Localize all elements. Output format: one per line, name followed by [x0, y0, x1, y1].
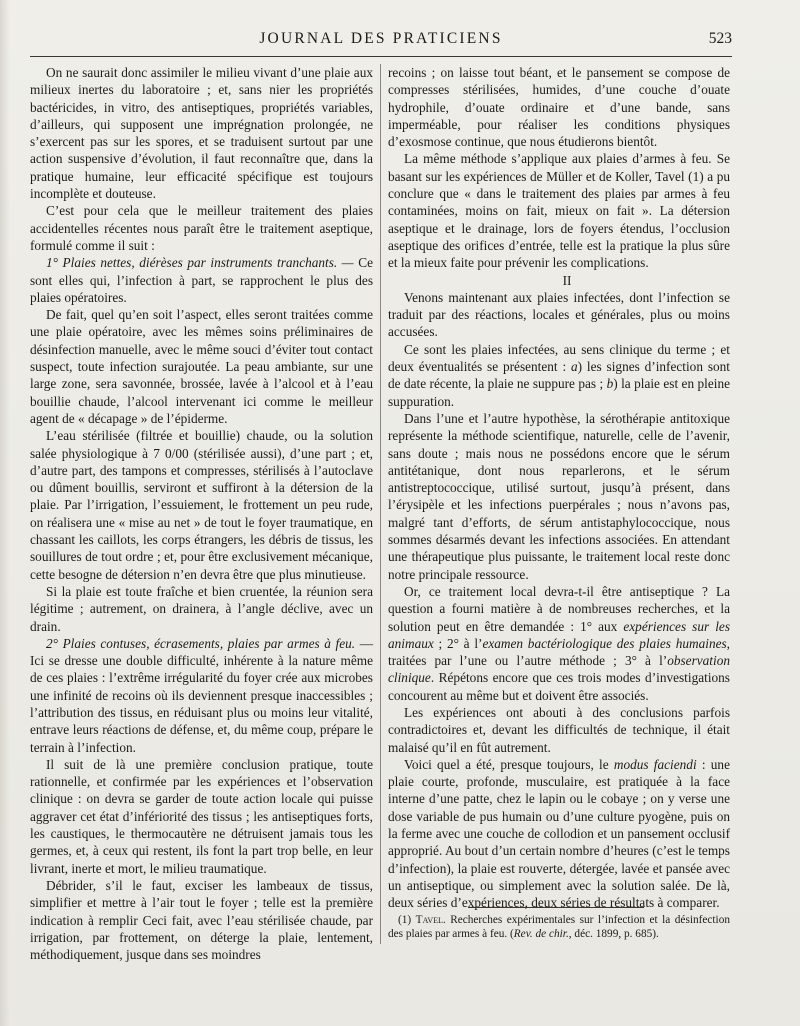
paragraph [30, 583, 373, 635]
paragraph [30, 427, 373, 583]
emphasis-text: examen bactériologique des plaies humaines [482, 635, 727, 651]
footnote [388, 913, 730, 941]
paragraph-text: De fait, quel qu’en soit l’aspect, elles seront traitées comme une plaie opératoire, avec les mêmes soins préliminaires de désinfection manuelle, avec le même souci d’éviter tout contact suspect, toute infection surajoutée. La peau ambiante, sur une large zone, sera savonnée, brossée, lavée à l’alcool et à l’eau bouillie chaude, l’alcool intervenant ici comme le meilleur agent de « décapage » de l’épiderme. [30, 307, 373, 426]
paragraph [388, 341, 730, 410]
paragraph-text: Ce sont les plaies infectées, au sens clinique du terme ; et deux éventualités se présentent : [388, 341, 730, 375]
paragraph-text: Or, ce traitement local devra-t-il être antiseptique ? La question a fourni matière à de nombreuses recherches, et la solution peut en être demandée : 1° aux [388, 583, 730, 634]
footnote-body: . Recherches expérimentales sur l’infection et la désinfection des plaies par armes à feu. ( [388, 914, 730, 940]
paragraph-text: Débrider, s’il le faut, exciser les lambeaux de tissus, simplifier et mettre à l’air tout le foyer ; telle est la première indication à remplir Ceci fait, avec l’eau stérilisée chaude, par irrigation, par frottement, on déterge la plaie, lentement, méthodiquement, jusque dans ses moindres [30, 877, 373, 963]
paragraph [388, 583, 730, 704]
paragraph [30, 202, 373, 254]
paragraph-text: : une plaie courte, profonde, musculaire, est pratiquée à la face interne d’une patte, chez le lapin ou le cobaye ; on y verse une dose variable de pus humain ou d’une culture pyogène, puis on la ferme avec une couche de collodion et un pansement occlusif approprié. Au bout d’un certain nombre d’heures (c’est le temps d’infection), la plaie est rouverte, détergée, lavée et pansée avec un antiseptique, ou simplement avec la solution salée. De là, deux séries d’expériences, deux séries de résultats à comparer. [388, 756, 730, 911]
footnote-text [388, 913, 730, 941]
paragraph-text: recoins ; on laisse tout béant, et le pansement se compose de compresses stérilisées, humides, d’une couche d’ouate hydrophile, d’ouate ordinaire et d’une bande, sans imperméable, pour réaliser les conditions physiques d’exosmose continue, que nous étudierons bientôt. [388, 65, 730, 150]
paragraph-text: Venons maintenant aux plaies infectées, dont l’infection se traduit par des réactions, locales et générales, plus ou moins accusées. [388, 289, 730, 340]
journal-title: JOURNAL DES PRATICIENS [259, 30, 503, 47]
right-column [388, 64, 730, 912]
paragraph-text: Les expériences ont abouti à des conclusions parfois contradictoires et, devant les difficultés de technique, il était malaisé qu’il en fût autrement. [388, 704, 730, 755]
paragraph [30, 64, 373, 202]
header-rule [30, 56, 732, 57]
paragraph-text: ) la plaie est en pleine suppuration. [388, 376, 730, 409]
paragraph [30, 254, 373, 306]
paragraph [30, 877, 373, 963]
paragraph-text: . Répétons encore que ces trois modes d’investigations concourent au même but et doivent être associés. [388, 670, 730, 703]
paragraph [30, 306, 373, 427]
section-number: II [562, 272, 572, 288]
subsection-heading: 1° Plaies nettes, diérèses par instruments tranchants. — [46, 255, 354, 271]
footnote-body: , déc. 1899, p. 685). [568, 928, 659, 940]
list-marker: b [606, 376, 614, 392]
paragraph [30, 756, 373, 877]
list-marker: a [571, 359, 578, 375]
paragraph [388, 756, 730, 912]
page-number: 523 [708, 30, 732, 47]
paragraph-text: C’est pour cela que le meilleur traitement des plaies accidentelles récentes nous paraît être le traitement aseptique, formulé comme il suit : [30, 203, 373, 253]
paragraph [388, 704, 730, 756]
footnote-journal: Rev. de chir. [513, 928, 569, 940]
paragraph [388, 150, 730, 271]
paragraph-text: ) les signes d’infection sont de date récente, la plaie ne suppure pas ; [388, 359, 730, 392]
emphasis-text: expériences sur les animaux [388, 618, 730, 651]
left-column [30, 64, 373, 963]
footnote-rule [468, 907, 644, 908]
emphasis-text: modus faciendi [613, 756, 697, 772]
running-head [30, 30, 732, 52]
subsection-heading: 2° Plaies contuses, écrasements, plaies par armes à feu. [46, 635, 356, 651]
paragraph-text: , traitées par l’une ou l’autre méthode ; 3° à l’ [388, 635, 730, 669]
paragraph-text: Il suit de là une première conclusion pratique, toute rationnelle, et confirmée par les expériences et l’observation clinique : on devra se garder de toute action locale qui puisse aggraver cet état d’infériorité des tissus ; les antiseptiques forts, les caustiques, le thermocautère ne détruisent jamais tous les germes, et, à ceux qui restent, ils font la part trop belle, en leur livrant, inerte et mort, le milieu traumatique. [30, 756, 373, 876]
footnote-author: Tavel [415, 914, 443, 926]
paragraph-text: On ne saurait donc assimiler le milieu vivant d’une plaie aux milieux inertes du laboratoire ; et, sans nier les propriétés bactéricides, in vitro, des antiseptiques, propriétés variables, d’ailleurs, qui supposent une imprégnation prolongée, ne s’exercent pas sur les spores, et se traduisent surtout par une action suspensive d’évolution, il faut reconnaître que, dans la pratique humaine, leur efficacité spécifique est toujours incomplète et douteuse. [30, 65, 373, 202]
paragraph-text: Ce sont elles qui, l’infection à part, se rapprochent le plus des plaies opératoires. [30, 255, 373, 305]
paragraph-text: ; 2° à l’ [433, 635, 483, 651]
paragraph [388, 289, 730, 341]
paragraph-text: Dans l’une et l’autre hypothèse, la sérothérapie antitoxique représente la méthode scientifique, naturelle, celle de l’avenir, sans doute ; mais nous ne possédons encore que le sérum antitétanique, dont nous reparlerons, et le sérum antistreptococcique, utilisé surtout, jusqu’à présent, dans l’érysipèle et les infections puerpérales ; nous n’avons pas, malgré tant d’efforts, de sérum antistaphylococcique, nous sommes désarmés devant les infections associées. En attendant une thérapeutique plus puissante, le traitement local reste donc notre principale ressource. [388, 410, 730, 582]
paragraph-text: Si la plaie est toute fraîche et bien cruentée, la réunion sera légitime ; autrement, on drainera, à l’angle déclive, avec un drain. [30, 583, 373, 634]
paragraph-text: L’eau stérilisée (filtrée et bouillie) chaude, ou la solution salée physiologique à 7 0/00 (stérilisée aussi), d’une part ; et, d’autre part, des tampons et compresses, stérilisés à l’autoclave ou dûment bouillis, serviront et suffiront à la détersion de la plaie. Par l’irrigation, l’essuiement, le frottement un peu rude, on réalisera une « mise au net » de tout le foyer traumatique, en chassant les caillots, les corps étrangers, les débris de tissus, les souillures de tout ordre ; et, pour être exclusivement mécanique, cette besogne de détersion n’en devra être que plus minutieuse. [30, 428, 373, 582]
column-divider [380, 64, 381, 944]
paragraph [388, 64, 730, 150]
footnote-marker: (1) [398, 914, 416, 926]
page-edge-shadow [0, 0, 10, 1026]
paragraph [30, 635, 373, 756]
paragraph-text: — Ici se dresse une double difficulté, inhérente à la nature même de ces plaies : l’extrême irrégularité du foyer crée aux microbes une infinité de recoins où ils deviennent presque inaccessibles ; l’attribution des tissus, en réduisant plus ou moins leur vitalité, entrave leurs réactions de défense, et, du même coup, prépare le terrain à l’infection. [30, 635, 374, 755]
paragraph-text: Voici quel a été, presque toujours, le [404, 756, 614, 772]
paragraph [388, 410, 730, 583]
paragraph-text: La même méthode s’applique aux plaies d’armes à feu. Se basant sur les expériences de Müller et de Koller, Tavel (1) a pu conclure que « dans le traitement des plaies par armes à feu contaminées, moins on fait, mieux on fait ». La détersion aseptique et le drainage, lors de foyers étendus, l’occlusion aseptique des orifices d’entrée, telle est la pratique la plus sûre et la mieux faite pour prévenir les complications. [388, 151, 730, 271]
emphasis-text: observation clinique [388, 653, 730, 686]
